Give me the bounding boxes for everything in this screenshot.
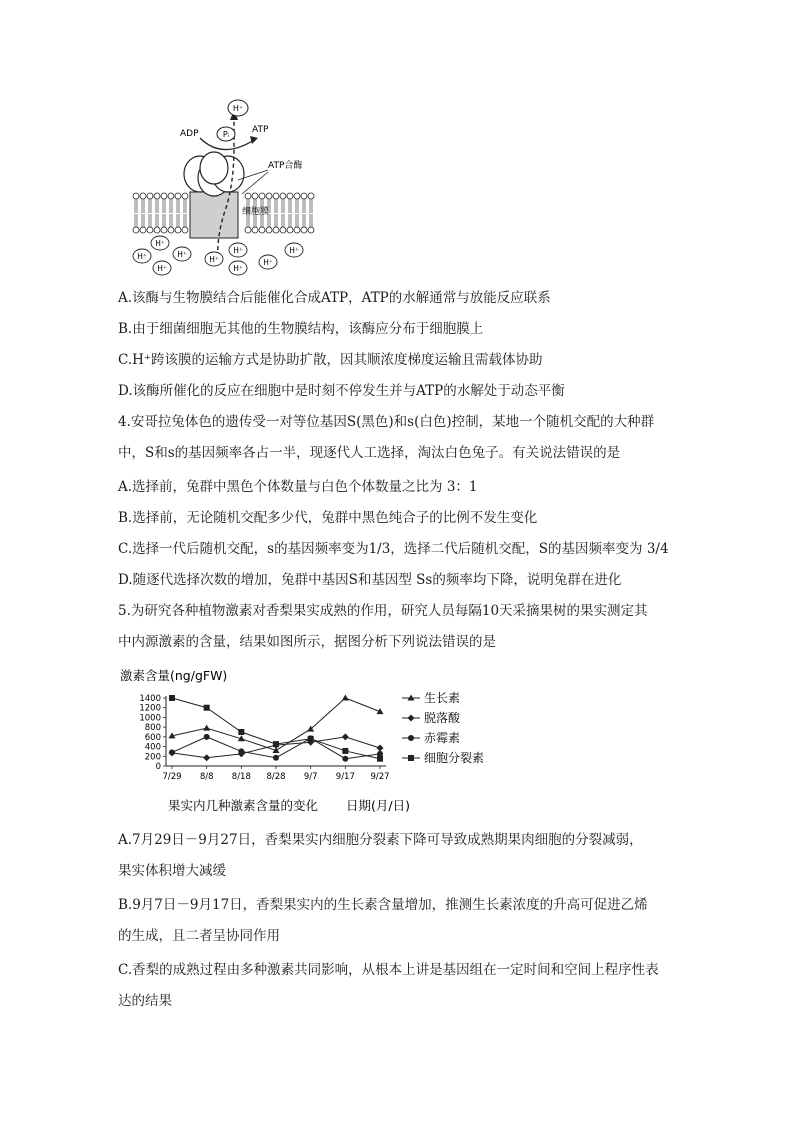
q5-option-a-line2: 果实体积增大减缓 [118, 863, 226, 879]
lipid-head [161, 193, 167, 199]
data-point-2 [342, 733, 349, 740]
data-point-3 [169, 749, 175, 755]
x-tick-label: 9/7 [303, 772, 318, 782]
q3-option-c: C.H⁺跨该膜的运输方式是协助扩散，因其顺浓度梯度运输且需载体协助 [118, 352, 543, 368]
q5-stem-line1: 5.为研究各种植物激素对香梨果实成熟的作用，研究人员每隔10天采摘果树的果实测定其 [118, 603, 648, 619]
lipid-head [245, 227, 251, 233]
lipid-head [294, 193, 300, 199]
legend-marker-4 [408, 755, 414, 761]
lipid-head [280, 227, 286, 233]
lipid-head [294, 227, 300, 233]
h-ion-label: H⁺ [137, 252, 147, 261]
lipid-head [266, 227, 272, 233]
lipid-head [252, 193, 258, 199]
channel-body [190, 192, 238, 238]
lipid-head [280, 193, 286, 199]
lipid-head [252, 227, 258, 233]
membrane-label: 细胞膜 [242, 207, 270, 217]
data-point-2 [377, 745, 384, 752]
q5-option-c-line1: C.香梨的成熟过程由多种激素共同影响，从根本上讲是基因组在一定时间和空间上程序性表 [118, 962, 659, 978]
data-point-4 [204, 705, 210, 711]
data-point-4 [377, 756, 383, 762]
h-ion-label: H⁺ [209, 255, 219, 264]
q5-option-b-line2: 的生成，且二者呈协同作用 [118, 928, 280, 944]
q4-option-b: B.选择前，无论随机交配多少代，兔群中黑色纯合子的比例不发生变化 [118, 510, 538, 526]
legend-label-2: 脱落酸 [424, 711, 461, 725]
h-ion-top-label: H⁺ [232, 104, 244, 113]
y-tick-label: 0 [155, 762, 161, 772]
lipid-head [154, 193, 160, 199]
x-tick-label: 7/29 [162, 772, 182, 782]
lipid-head [175, 193, 181, 199]
data-point-4 [169, 695, 175, 701]
lipid-head [308, 227, 314, 233]
lipid-head [147, 193, 153, 199]
y-tick-label: 1400 [139, 694, 161, 704]
lipid-head [245, 193, 251, 199]
lipid-head [133, 227, 139, 233]
adp-label: ADP [180, 129, 199, 139]
lipid-head [308, 193, 314, 199]
q5-option-c-line2: 达的结果 [118, 993, 172, 1009]
lipid-head [259, 193, 265, 199]
arrow-right-icon [250, 136, 258, 144]
y-tick-label: 1200 [139, 703, 161, 714]
data-point-4 [308, 736, 314, 742]
legend-marker-3 [408, 735, 414, 741]
data-point-4 [273, 741, 279, 747]
chart-legend [402, 690, 484, 765]
q4-option-a: A.选择前，兔群中黑色个体数量与白色个体数量之比为 3：1 [118, 479, 478, 495]
chart-xlabel: 日期(月/日) [346, 798, 410, 813]
lipid-head [287, 227, 293, 233]
f1-headpiece [184, 152, 244, 196]
chart-series [169, 695, 384, 762]
atp-label: ATP [252, 125, 269, 135]
x-tick-label: 8/18 [231, 772, 251, 782]
lipid-head [140, 227, 146, 233]
lipid-head [140, 193, 146, 199]
data-point-4 [238, 729, 244, 735]
data-point-3 [273, 755, 279, 761]
atp-synthase-diagram [130, 96, 320, 280]
q4-option-c: C.选择一代后随机交配，s的基因频率变为1/3，选择二代后随机交配，S的基因频率变为 3/4 [118, 541, 669, 557]
y-tick-label: 1000 [139, 713, 161, 724]
data-point-1 [342, 695, 349, 701]
q5-stem-line2: 中内源激素的含量，结果如图所示，据图分析下列说法错误的是 [118, 634, 496, 650]
lipid-head [287, 193, 293, 199]
legend-label-4: 细胞分裂素 [424, 751, 485, 765]
atp-synthase-figure [130, 96, 320, 280]
lipid-head [161, 227, 167, 233]
lipid-head [182, 193, 188, 199]
h-ion-label: H⁺ [155, 239, 165, 248]
enzyme-label: ATP合酶 [268, 161, 303, 171]
data-point-1 [203, 725, 210, 731]
data-point-3 [204, 734, 210, 740]
lipid-head [147, 227, 153, 233]
y-tick-label: 600 [144, 732, 161, 743]
x-tick-label: 8/28 [266, 772, 286, 782]
legend-marker-2 [408, 715, 415, 722]
pi-label: Pᵢ [222, 130, 230, 139]
hormone-chart [118, 664, 638, 824]
h-ion-label: H⁺ [233, 246, 243, 255]
hormone-line-chart [118, 664, 638, 824]
lipid-head [273, 193, 279, 199]
enzyme-pointer-2 [242, 172, 268, 194]
legend-label-3: 赤霉素 [424, 731, 461, 745]
q5-option-a-line1: A.7月29日－9月27日，香梨果实内细胞分裂素下降可导致成熟期果肉细胞的分裂减弱， [118, 832, 643, 848]
lipid-head [168, 193, 174, 199]
y-tick-label: 800 [144, 723, 161, 734]
data-point-3 [342, 756, 348, 762]
q3-option-a: A.该酶与生物膜结合后能催化合成ATP，ATP的水解通常与放能反应联系 [118, 290, 551, 306]
legend-label-1: 生长素 [424, 691, 461, 705]
x-tick-label: 9/27 [370, 772, 390, 782]
lipid-head [273, 227, 279, 233]
q5-option-b-line1: B.9月7日－9月17日，香梨果实内的生长素含量增加，推测生长素浓度的升高可促进乙烯 [118, 897, 648, 913]
q4-stem-line2: 中，S和s的基因频率各占一半，现逐代人工选择，淘汰白色兔子。有关说法错误的是 [118, 445, 621, 461]
y-tick-label: 200 [144, 752, 161, 763]
lipid-head [133, 193, 139, 199]
q4-option-d: D.随逐代选择次数的增加，兔群中基因S和基因型 Ss的频率均下降，说明兔群在进化 [118, 572, 622, 588]
lipid-head [154, 227, 160, 233]
h-ion-label: H⁺ [263, 258, 273, 267]
lipid-head [259, 227, 265, 233]
chart-ylabel: 激素含量(ng/gFW) [120, 668, 228, 683]
chart-caption: 果实内几种激素含量的变化 [168, 798, 319, 813]
lipid-head [175, 227, 181, 233]
lipid-head [182, 227, 188, 233]
chart-axes [139, 694, 389, 782]
q3-option-b: B.由于细菌细胞无其他的生物膜结构，该酶应分布于细胞膜上 [118, 321, 484, 337]
lipid-head [168, 227, 174, 233]
h-ion-label: H⁺ [289, 246, 299, 255]
h-ion-label: H⁺ [177, 250, 187, 259]
y-tick-label: 400 [144, 742, 161, 753]
h-ion-label: H⁺ [157, 264, 167, 273]
q3-option-d: D.该酶所催化的反应在细胞中是时刻不停发生并与ATP的水解处于动态平衡 [118, 383, 565, 399]
lipid-head [301, 227, 307, 233]
q4-stem-line1: 4.安哥拉兔体色的遗传受一对等位基因S(黑色)和s(白色)控制，某地一个随机交配的大种群 [118, 414, 655, 430]
h-ion-label: H⁺ [233, 264, 243, 273]
data-point-4 [342, 748, 348, 754]
lipid-head [301, 193, 307, 199]
data-point-2 [203, 754, 210, 761]
lipid-head [266, 193, 272, 199]
data-point-3 [238, 748, 244, 754]
x-tick-label: 8/8 [199, 772, 214, 782]
x-tick-label: 9/17 [335, 772, 355, 782]
